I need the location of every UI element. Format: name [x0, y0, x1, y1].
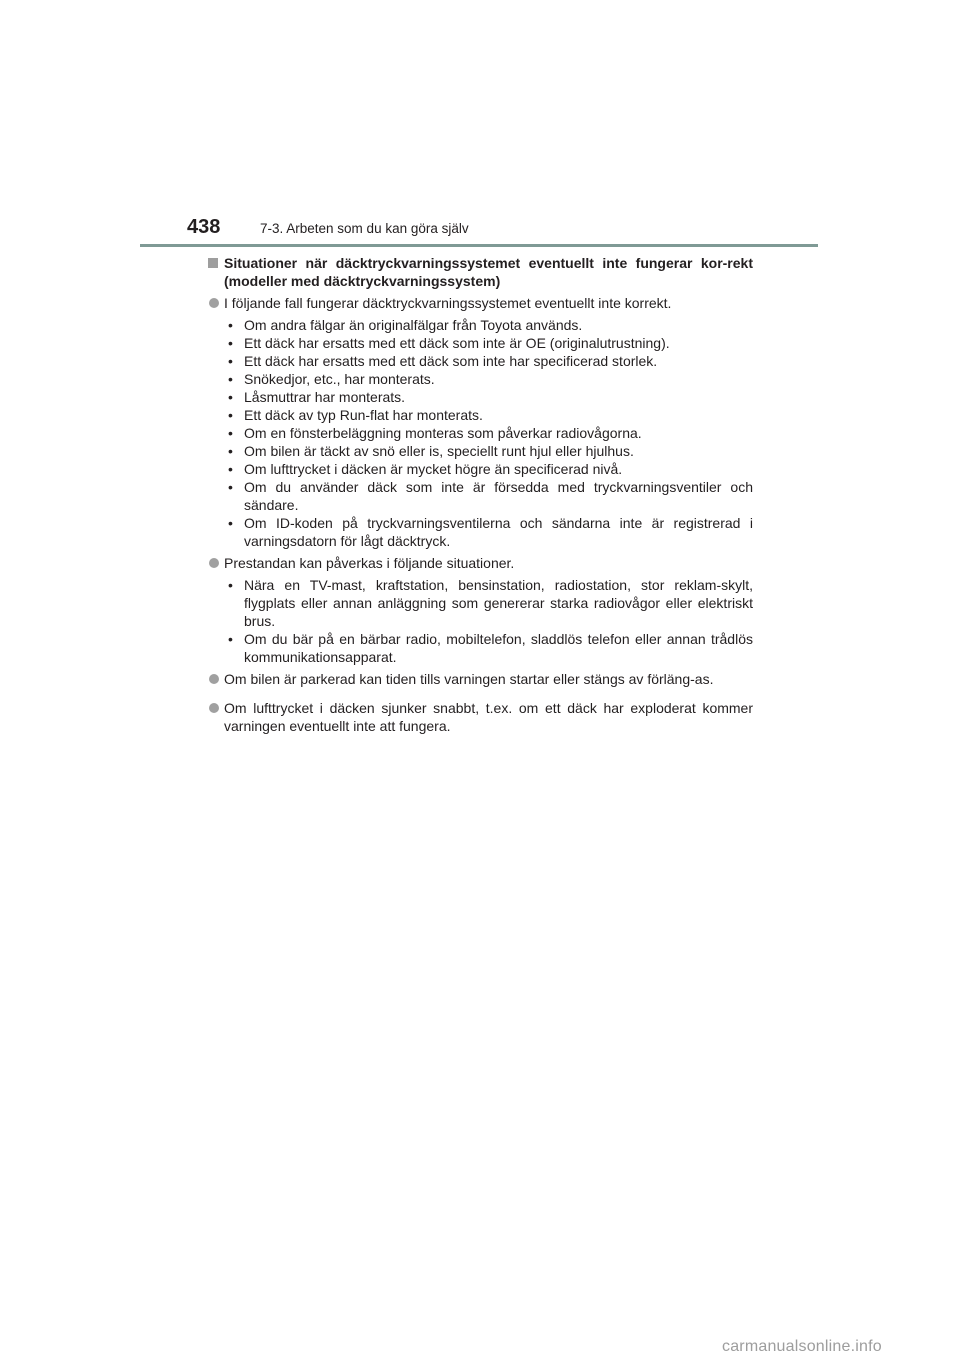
bullet-text: Om lufttrycket i däcken sjunker snabbt, t.ex. om ett däck har exploderat kommer varningen eventuellt inte att fungera. — [224, 700, 753, 734]
list-item: • Om ID-koden på tryckvarningsventilerna och sändarna inte är registrerad i varningsdatorn för lågt däcktryck. — [228, 515, 753, 549]
list-item: • Ett däck har ersatts med ett däck som inte är OE (originalutrustning). — [228, 335, 670, 351]
bullet-text: Om bilen är parkerad kan tiden tills varningen startar eller stängs av förläng-as. — [224, 671, 714, 687]
section-heading — [208, 254, 753, 290]
list-item: • Om lufttrycket i däcken är mycket högre än specificerad nivå. — [228, 461, 623, 477]
bullet-item — [208, 670, 753, 688]
square-bullet-icon — [208, 258, 218, 268]
content — [208, 254, 753, 735]
sub-list — [208, 576, 753, 666]
sub-list — [208, 316, 753, 550]
circle-bullet-icon — [209, 674, 219, 684]
circle-bullet-icon — [209, 298, 219, 308]
list-item: • Om du bär på en bärbar radio, mobiltelefon, sladdlös telefon eller annan trådlös kommunikationsapparat. — [228, 631, 753, 665]
bullet-item — [208, 554, 753, 572]
list-item: • Snökedjor, etc., har monterats. — [228, 371, 435, 387]
list-item: • Om andra fälgar än originalfälgar från Toyota används. — [228, 317, 583, 333]
list-item: • Om bilen är täckt av snö eller is, speciellt runt hjul eller hjulhus. — [228, 443, 634, 459]
list-item: • Ett däck av typ Run-flat har monterats. — [228, 407, 483, 423]
bullet-item — [208, 294, 753, 312]
page-number: 438 — [187, 216, 221, 238]
list-item: • Låsmuttrar har monterats. — [228, 389, 406, 405]
header-divider — [140, 244, 818, 247]
circle-bullet-icon — [209, 558, 219, 568]
section-heading-text: Situationer när däcktryckvarningssystemet eventuellt inte fungerar kor-rekt (modeller med däcktryckvarningssystem) — [224, 255, 753, 289]
list-item: • Om en fönsterbeläggning monteras som påverkar radiovågorna. — [228, 425, 642, 441]
list-item: • Nära en TV-mast, kraftstation, bensinstation, radiostation, stor reklam-skylt, flygplats eller annan anläggning som genererar starka radiovågor eller elektriskt brus. — [228, 577, 753, 629]
list-item: • Ett däck har ersatts med ett däck som inte har specificerad storlek. — [228, 353, 658, 369]
bullet-text: I följande fall fungerar däcktryckvarningssystemet eventuellt inte korrekt. — [224, 295, 672, 311]
bullet-item — [208, 699, 753, 735]
circle-bullet-icon — [209, 703, 219, 713]
bullet-text: Prestandan kan påverkas i följande situationer. — [224, 555, 515, 571]
section-title: 7-3. Arbeten som du kan göra själv — [260, 221, 469, 236]
list-item: • Om du använder däck som inte är försedda med tryckvarningsventiler och sändare. — [228, 479, 753, 513]
watermark-logo: carmanualsonline.info — [722, 1338, 882, 1355]
